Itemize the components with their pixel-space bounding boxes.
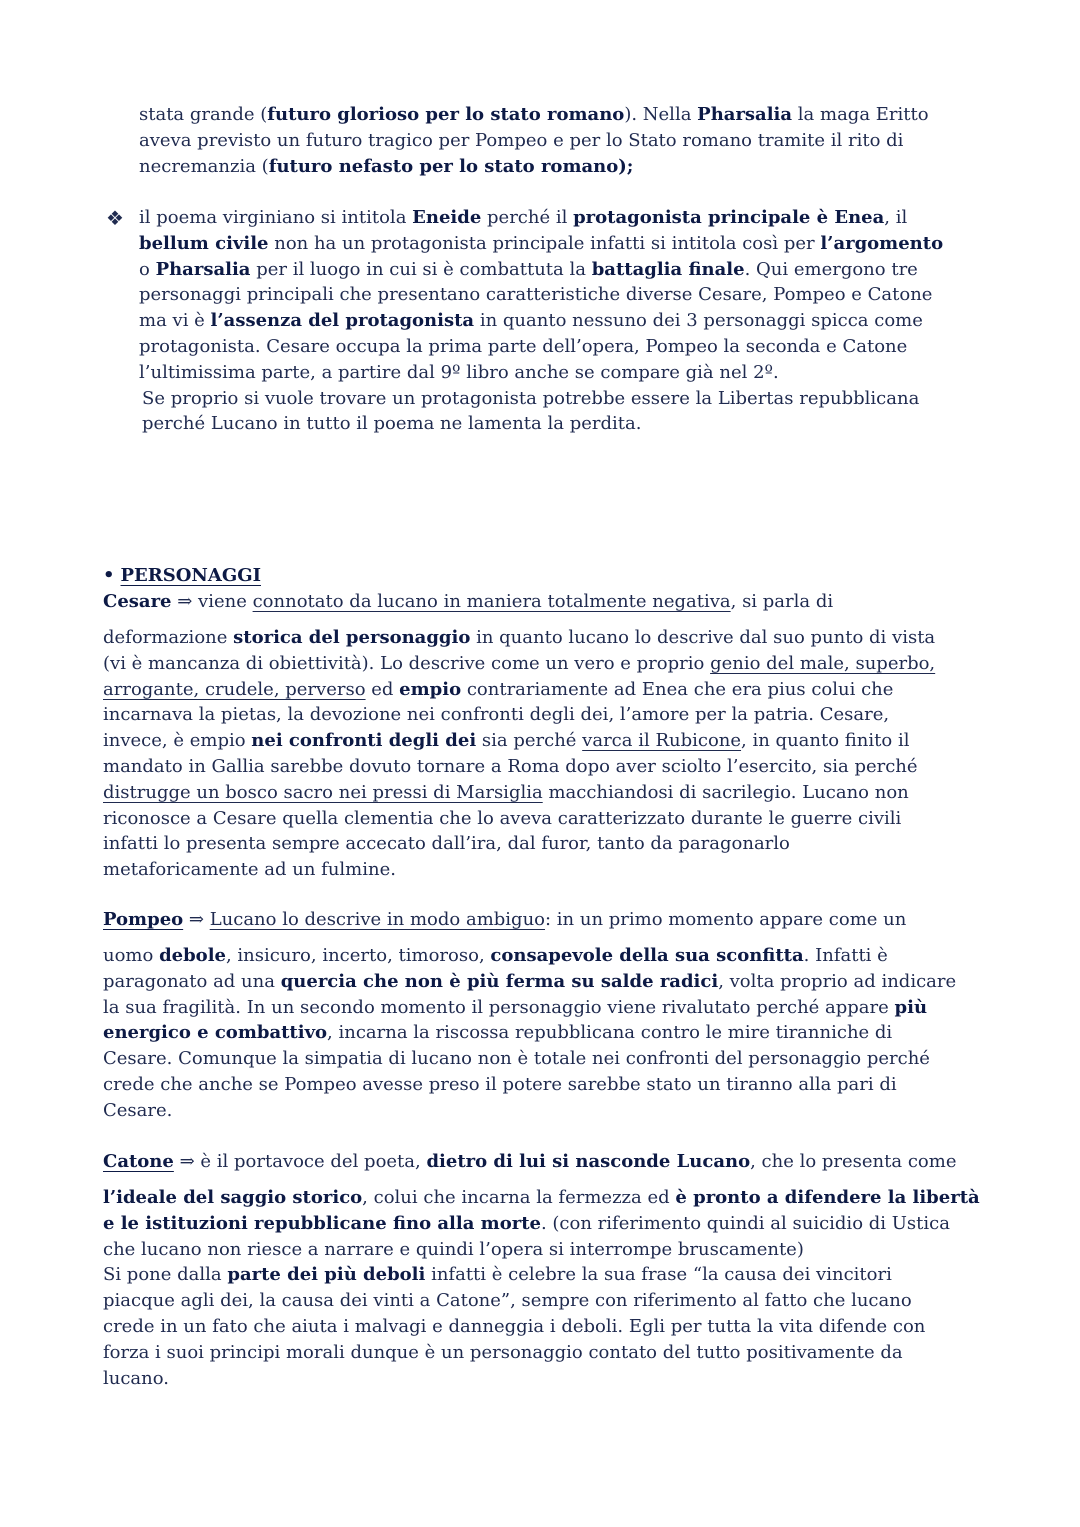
- text-line: crede in un fato che aiuta i malvagi e danneggia i deboli. Egli per tutta la vita difende con: [103, 1315, 926, 1337]
- text-line: il poema virginiano si intitola Eneide perché il protagonista principale è Enea, il: [139, 207, 908, 228]
- text-line: l’ultimissima parte, a partire dal 9º libro anche se compare già nel 2º.: [139, 361, 779, 383]
- section-title: PERSONAGGI: [120, 565, 261, 586]
- pompeo-paragraph: [103, 943, 1023, 1124]
- bullet-dot-icon: •: [103, 565, 115, 586]
- text-line: mandato in Gallia sarebbe dovuto tornare a Roma dopo aver sciolto l’esercito, sia perché: [103, 755, 918, 777]
- text-line: Si pone dalla parte dei più deboli infatti è celebre la sua frase “la causa dei vincitori: [103, 1264, 892, 1286]
- catone-paragraph: [103, 1185, 1023, 1391]
- text-line: personaggi principali che presentano caratteristiche diverse Cesare, Pompeo e Catone: [139, 284, 933, 306]
- cesare-heading-line: Cesare ⇒ viene connotato da lucano in maniera totalmente negativa, si parla di: [103, 591, 834, 612]
- text-line: deformazione storica del personaggio in quanto lucano lo descrive dal suo punto di vista: [103, 627, 936, 648]
- diamond-bullet-icon: ❖: [106, 206, 124, 230]
- text-line: ma vi è l’assenza del protagonista in quanto nessuno dei 3 personaggi spicca come: [139, 310, 923, 332]
- text-line: arrogante, crudele, perverso ed empio contrariamente ad Enea che era pius colui che: [103, 678, 894, 700]
- text-line: l’ideale del saggio storico, colui che incarna la fermezza ed è pronto a difendere la libertà: [103, 1187, 980, 1208]
- text-line: bellum civile non ha un protagonista principale infatti si intitola così per l’argomento: [139, 232, 944, 254]
- arrow-icon: ⇒: [183, 909, 210, 930]
- text-line: o Pharsalia per il luogo in cui si è combattuta la battaglia finale. Qui emergono tre: [139, 258, 918, 280]
- text-line: Cesare. Comunque la simpatia di lucano non è totale nei confronti del personaggio perché: [103, 1048, 930, 1070]
- text-line: paragonato ad una quercia che non è più ferma su salde radici, volta proprio ad indicare: [103, 970, 957, 992]
- text-line: crede che anche se Pompeo avesse preso il potere sarebbe stato un tiranno alla pari di: [103, 1073, 897, 1095]
- intro-paragraph: [139, 102, 1039, 179]
- character-name-pompeo: Pompeo: [103, 909, 184, 930]
- text-line: uomo debole, insicuro, incerto, timoroso, consapevole della sua sconfitta. Infatti è: [103, 945, 888, 966]
- text-line: metaforicamente ad un fulmine.: [103, 859, 396, 881]
- text-line: che lucano non riesce a narrare e quindi l’opera si interrompe bruscamente): [103, 1238, 804, 1260]
- text-line: incarnava la pietas, la devozione nei confronti degli dei, l’amore per la patria. Cesare,: [103, 704, 890, 726]
- character-name-cesare: Cesare: [103, 591, 172, 612]
- arrow-icon: ⇒: [173, 1151, 201, 1172]
- text-line: riconosce a Cesare quella clementia che lo aveva caratterizzato durante le guerre civili: [103, 807, 902, 829]
- text-line: (vi è mancanza di obiettività). Lo descrive come un vero e proprio genio del male, superbo,: [103, 652, 936, 674]
- text-line: piacque agli dei, la causa dei vinti a Catone”, sempre con riferimento al fatto che lucano: [103, 1290, 912, 1312]
- text-line: la sua fragilità. In un secondo momento il personaggio viene rivalutato perché appare più: [103, 996, 928, 1018]
- character-name-catone: Catone: [103, 1151, 174, 1172]
- text-line: lucano.: [103, 1367, 169, 1389]
- text-line: stata grande (futuro glorioso per lo stato romano). Nella Pharsalia la maga Eritto: [139, 104, 929, 125]
- arrow-icon: ⇒: [171, 591, 199, 612]
- pompeo-heading-line: Pompeo ⇒ Lucano lo descrive in modo ambiguo: in un primo momento appare come un: [103, 909, 907, 930]
- cesare-paragraph: [103, 625, 1023, 883]
- text-line: Se proprio si vuole trovare un protagonista potrebbe essere la Libertas repubblicana: [142, 387, 920, 409]
- text-line: necremanzia (futuro nefasto per lo stato romano);: [139, 155, 634, 177]
- text-line: energico e combattivo, incarna la riscossa repubblicana contro le mire tiranniche di: [103, 1022, 893, 1044]
- text-line: infatti lo presenta sempre accecato dall’ira, dal furor, tanto da paragonarlo: [103, 833, 790, 855]
- text-line: forza i suoi principi morali dunque è un personaggio contato del tutto positivamente da: [103, 1341, 903, 1363]
- text-line: Cesare.: [103, 1099, 173, 1121]
- text-line: protagonista. Cesare occupa la prima parte dell’opera, Pompeo la seconda e Catone: [139, 335, 908, 357]
- section-heading: [103, 563, 1003, 589]
- text-line: invece, è empio nei confronti degli dei sia perché varca il Rubicone, in quanto finito il: [103, 730, 910, 752]
- text-line: perché Lucano in tutto il poema ne lamenta la perdita.: [142, 413, 642, 435]
- text-line: distrugge un bosco sacro nei pressi di Marsiglia macchiandosi di sacrilegio. Lucano non: [103, 781, 909, 803]
- text-line: aveva previsto un futuro tragico per Pompeo e per lo Stato romano tramite il rito di: [139, 129, 904, 151]
- bullet-paragraph: [139, 205, 1039, 437]
- text-line: e le istituzioni repubblicane fino alla morte. (con riferimento quindi al suicidio di Ustica: [103, 1212, 950, 1234]
- catone-heading-line: Catone ⇒ è il portavoce del poeta, dietro di lui si nasconde Lucano, che lo presenta come: [103, 1151, 957, 1172]
